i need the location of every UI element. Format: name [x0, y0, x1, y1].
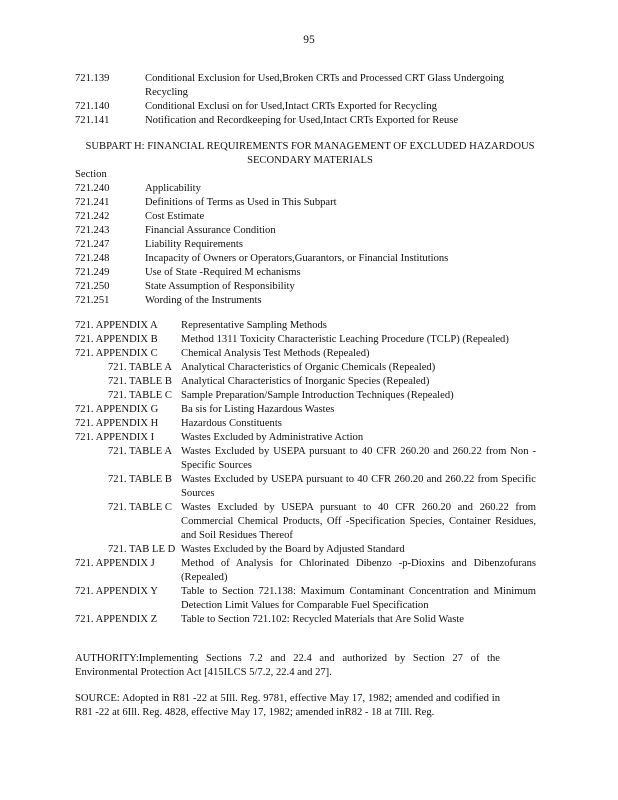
appendix-label: 721. APPENDIX G — [75, 404, 159, 415]
section-number: 721.141 — [75, 115, 110, 126]
section-row — [75, 238, 545, 252]
section-number: 721.247 — [75, 239, 110, 250]
section-number: 721.240 — [75, 183, 110, 194]
section-row — [75, 224, 545, 238]
appendix-text: Method of Analysis for Chlorinated Dibenzo -p-Dioxins and Dibenzofurans (Repealed) — [181, 558, 536, 583]
section-title: Wording of the Instruments — [145, 295, 262, 306]
table-row — [75, 445, 536, 473]
table-row — [75, 361, 536, 375]
table-text: Analytical Characteristics of Organic Chemicals (Repealed) — [181, 362, 436, 373]
section-title: Definitions of Terms as Used in This Subpart — [145, 197, 337, 208]
section-number: 721.250 — [75, 281, 110, 292]
table-row — [75, 389, 536, 403]
table-label: 721. TABLE A — [108, 446, 172, 457]
table-row — [75, 375, 536, 389]
appendix-text: Table to Section 721.138: Maximum Contaminant Concentration and Minimum Detection Limit Values for Comparable Fuel Specification — [181, 586, 536, 611]
table-text: Wastes Excluded by the Board by Adjusted Standard — [181, 544, 405, 555]
appendix-label: 721. APPENDIX B — [75, 334, 158, 345]
appendix-row — [75, 417, 536, 431]
section-number: 721.140 — [75, 101, 110, 112]
appendix-row — [75, 585, 536, 613]
appendix-row — [75, 613, 536, 627]
authority-paragraph: AUTHORITY:Implementing Sections 7.2 and 22.4 and authorized by Section 27 of the Environmental Protection Act [415ILCS 5/7.2, 22.4 and 27]. — [75, 653, 500, 678]
appendix-text: Representative Sampling Methods — [181, 320, 327, 331]
table-row — [75, 543, 536, 557]
table-text: Wastes Excluded by USEPA pursuant to 40 CFR 260.20 and 260.22 from Commercial Chemical Products, Off -Specification Species, Container Residues, and Soil Residues Thereof — [181, 502, 536, 541]
table-text: Wastes Excluded by USEPA pursuant to 40 CFR 260.20 and 260.22 from Non -Specific Sources — [181, 446, 536, 471]
section-number: 721.139 — [75, 73, 110, 84]
section-title: Financial Assurance Condition — [145, 225, 276, 236]
appendix-text: Table to Section 721.102: Recycled Materials that Are Solid Waste — [181, 614, 464, 625]
section-row — [75, 294, 545, 308]
top-sections-list — [75, 72, 505, 128]
section-row — [75, 266, 545, 280]
table-text: Sample Preparation/Sample Introduction Techniques (Repealed) — [181, 390, 454, 401]
appendix-row — [75, 333, 536, 347]
appendix-label: 721. APPENDIX J — [75, 558, 155, 569]
section-title: Liability Requirements — [145, 239, 243, 250]
sections-list — [75, 168, 545, 308]
section-title: Conditional Exclusion for Used,Broken CRTs and Processed CRT Glass Undergoing Recycling — [145, 73, 504, 98]
section-row — [75, 196, 545, 210]
section-number: 721.248 — [75, 253, 110, 264]
appendix-label: 721. APPENDIX Y — [75, 586, 158, 597]
table-label: 721. TABLE C — [108, 390, 172, 401]
appendix-text: Hazardous Constituents — [181, 418, 282, 429]
table-label: 721. TABLE A — [108, 362, 172, 373]
section-title: Conditional Exclusi on for Used,Intact CRTs Exported for Recycling — [145, 101, 437, 112]
appendix-text: Chemical Analysis Test Methods (Repealed) — [181, 348, 370, 359]
subpart-heading: SUBPART H: FINANCIAL REQUIREMENTS FOR MANAGEMENT OF EXCLUDED HAZARDOUS SECONDARY MATERIALS — [85, 141, 535, 166]
section-title: Cost Estimate — [145, 211, 205, 222]
table-label: 721. TAB LE D — [108, 544, 176, 555]
section-title: Notification and Recordkeeping for Used,Intact CRTs Exported for Reuse — [145, 115, 459, 126]
section-title: State Assumption of Responsibility — [145, 281, 295, 292]
section-row — [75, 210, 545, 224]
appendix-text: Ba sis for Listing Hazardous Wastes — [181, 404, 335, 415]
appendix-list — [75, 319, 536, 627]
section-number: 721.243 — [75, 225, 110, 236]
section-row — [75, 72, 505, 100]
appendix-row — [75, 319, 536, 333]
section-title: Incapacity of Owners or Operators,Guarantors, or Financial Institutions — [145, 253, 449, 264]
appendix-text: Wastes Excluded by Administrative Action — [181, 432, 364, 443]
table-label: 721. TABLE C — [108, 502, 172, 513]
page-number: 95 — [303, 34, 315, 46]
section-title: Applicability — [145, 183, 201, 194]
appendix-label: 721. APPENDIX C — [75, 348, 158, 359]
appendix-text: Method 1311 Toxicity Characteristic Leaching Procedure (TCLP) (Repealed) — [181, 334, 509, 345]
table-label: 721. TABLE B — [108, 474, 172, 485]
section-number: 721.251 — [75, 295, 110, 306]
table-row — [75, 501, 536, 543]
section-number: 721.242 — [75, 211, 110, 222]
appendix-label: 721. APPENDIX H — [75, 418, 159, 429]
section-row — [75, 280, 545, 294]
table-text: Wastes Excluded by USEPA pursuant to 40 CFR 260.20 and 260.22 from Specific Sources — [181, 474, 536, 499]
table-text: Analytical Characteristics of Inorganic Species (Repealed) — [181, 376, 430, 387]
appendix-row — [75, 347, 536, 361]
section-row — [75, 252, 545, 266]
section-number: 721.241 — [75, 197, 110, 208]
appendix-row — [75, 557, 536, 585]
appendix-label: 721. APPENDIX A — [75, 320, 158, 331]
section-row — [75, 182, 545, 196]
source-paragraph: SOURCE: Adopted in R81 -22 at 5Ill. Reg. 9781, effective May 17, 1982; amended and codified in R81 -22 at 6Ill. Reg. 4828, effective May 17, 1982; amended inR82 - 18 at 7Ill. Reg. — [75, 693, 500, 718]
section-number: 721.249 — [75, 267, 110, 278]
section-row — [75, 114, 505, 128]
appendix-row — [75, 403, 536, 417]
table-label: 721. TABLE B — [108, 376, 172, 387]
section-row — [75, 100, 505, 114]
section-label: Section — [75, 169, 107, 180]
appendix-row — [75, 431, 536, 445]
appendix-label: 721. APPENDIX Z — [75, 614, 158, 625]
table-row — [75, 473, 536, 501]
appendix-label: 721. APPENDIX I — [75, 432, 155, 443]
section-title: Use of State -Required M echanisms — [145, 267, 301, 278]
